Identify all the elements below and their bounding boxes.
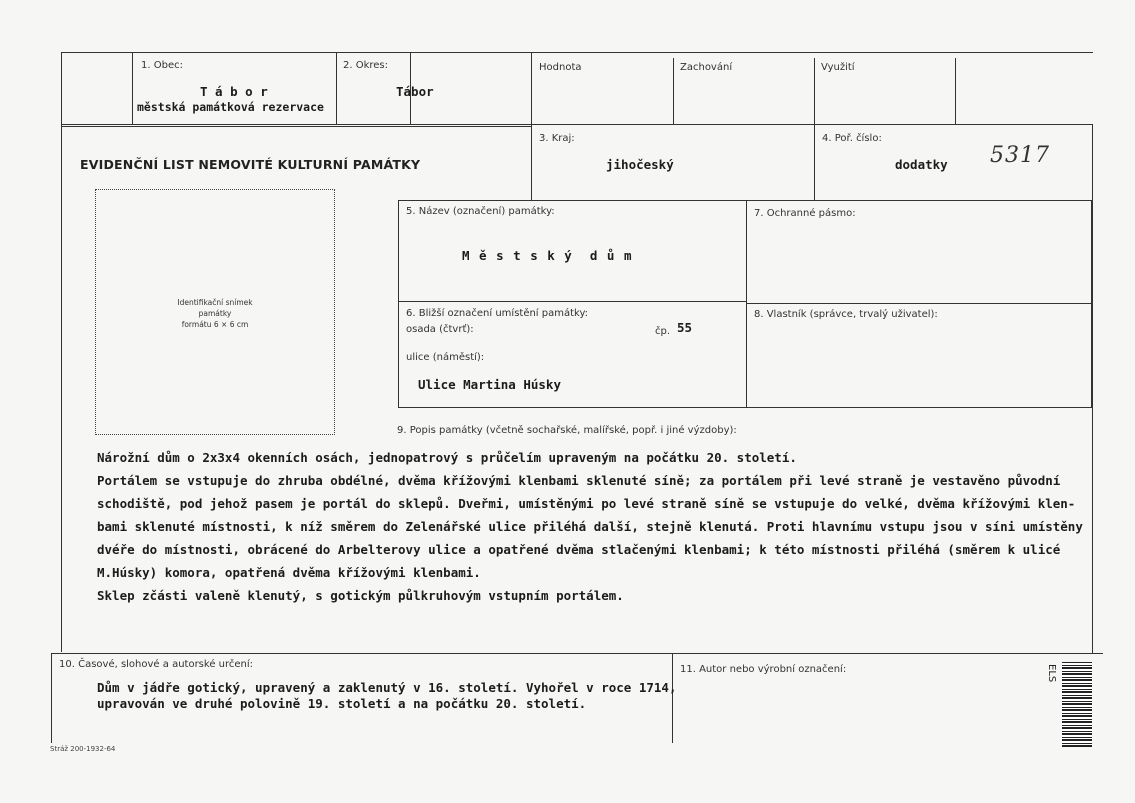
cp-value: 55: [677, 320, 693, 335]
description-line: Sklep zčásti valeně klenutý, s gotickým půlkruhovým vstupním portálem.: [97, 588, 624, 603]
barcode-label: ELS: [1046, 664, 1057, 683]
vlastnik-label: 8. Vlastník (správce, trvalý uživatel):: [754, 309, 938, 320]
handwritten-number: 5317: [990, 143, 1050, 168]
osada-label: osada (čtvrť):: [406, 324, 474, 335]
photo-caption-line: památky: [198, 309, 232, 318]
okres-value: Tábor: [396, 84, 434, 99]
nazev-value: M ě s t s k ý d ů m: [462, 248, 633, 263]
popis-label: 9. Popis památky (včetně sochařské, malířské, popř. i jiné výzdoby):: [397, 425, 737, 436]
umisteni-label: 6. Bližší označení umístění památky:: [406, 308, 589, 319]
print-footer: Stráž 200-1932-64: [50, 745, 116, 753]
nazev-label: 5. Název (označení) památky:: [406, 206, 555, 217]
frame-line: [673, 58, 674, 124]
document-title: EVIDENČNÍ LIST NEMOVITÉ KULTURNÍ PAMÁTKY: [80, 157, 421, 172]
ochranne-label: 7. Ochranné pásmo:: [754, 208, 856, 219]
hodnota-label: Hodnota: [539, 62, 582, 73]
obec-value-detail: městská památková rezervace: [137, 100, 324, 114]
photo-caption-line: formátu 6 × 6 cm: [181, 320, 249, 329]
frame-line: [814, 58, 815, 200]
dating-line: Dům v jádře gotický, upravený a zaklenutý v 16. století. Vyhořel v roce 1714,: [97, 680, 677, 695]
casove-label: 10. Časové, slohové a autorské určení:: [59, 659, 254, 670]
frame-line: [51, 653, 52, 743]
zachovani-label: Zachování: [680, 62, 733, 73]
description-line: Nárožní dům o 2x3x4 okenních osách, jednopatrový s průčelím upraveným na počátku 20. století.: [97, 450, 797, 465]
frame-line: [51, 653, 1103, 654]
por-cislo-label: 4. Poř. číslo:: [822, 133, 882, 144]
frame-line: [61, 52, 1093, 53]
ulice-value: Ulice Martina Húsky: [418, 377, 561, 392]
description-text: [97, 446, 1083, 607]
frame-line: [61, 124, 1093, 125]
obec-value: T á b o r: [200, 84, 268, 99]
cp-label: čp.: [655, 326, 671, 337]
kraj-value: jihočeský: [606, 157, 674, 172]
frame-line: [61, 126, 531, 127]
description-line: bami sklenuté místnosti, k níž směrem do Zelenářské ulice přiléhá další, stejně klenutá. Proti hlavnímu vstupu jsou v síni umístěny: [97, 519, 1083, 534]
frame-line: [1092, 124, 1093, 654]
kraj-label: 3. Kraj:: [539, 133, 575, 144]
description-line: dvéře do místnosti, obrácené do Arbelterovy ulice a opatřené dvěma stlačenými klenbami; k této místnosti přiléhá (směrem k ulicé: [97, 542, 1061, 557]
obec-label: 1. Obec:: [141, 60, 183, 71]
frame-line: [132, 52, 133, 124]
description-line: schodiště, pod jehož pasem je portál do sklepů. Dveřmi, umístěnými po levé straně síně se vstupuje do velké, dvěma křížovými klen-: [97, 496, 1076, 511]
frame-line: [61, 52, 62, 652]
por-cislo-value: dodatky: [895, 157, 948, 172]
photo-placeholder: [95, 189, 335, 435]
barcode: [1062, 662, 1092, 747]
frame-line: [955, 58, 956, 124]
dating-line: upravován ve druhé polovině 19. století a na počátku 20. století.: [97, 696, 587, 711]
photo-caption-line: Identifikační snímek: [177, 298, 253, 307]
okres-label: 2. Okres:: [343, 60, 389, 71]
autor-label: 11. Autor nebo výrobní označení:: [680, 664, 847, 675]
frame-line: [336, 52, 337, 124]
vyuziti-label: Využití: [821, 62, 855, 73]
description-line: Portálem se vstupuje do zhruba obdélné, dvěma křížovými klenbami sklenuté síně; za portálem při levé straně je vestavěno původní: [97, 473, 1061, 488]
frame-line: [531, 52, 532, 200]
ulice-label: ulice (náměstí):: [406, 352, 485, 363]
frame-line: [672, 653, 673, 743]
description-line: M.Húsky) komora, opatřená dvěma křížovými klenbami.: [97, 565, 481, 580]
